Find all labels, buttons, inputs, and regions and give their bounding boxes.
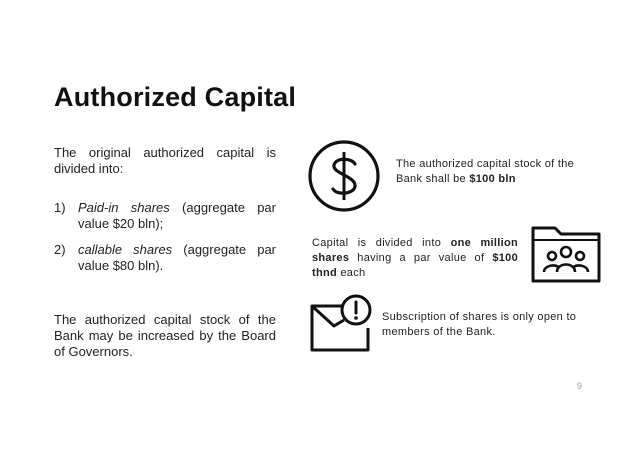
list-item-text: (aggregate par value $20 bln); (78, 200, 276, 231)
capital-division-note (312, 236, 518, 281)
list-number: 2) (54, 242, 66, 257)
subscription-note: Subscription of shares is only open to members of the Bank. (382, 311, 577, 338)
slide-title: Authorized Capital (54, 82, 297, 112)
list-item-emphasis: callable shares (78, 242, 173, 257)
authorized-stock-note (396, 157, 594, 187)
list-item-emphasis: Paid-in shares (78, 200, 170, 215)
intro-text: The original authorized capital is divided into: (54, 145, 276, 176)
note-emphasis: one million shares (312, 237, 519, 264)
note-text: each (337, 267, 366, 279)
share-types-list (54, 200, 276, 284)
note-emphasis: $100 thnd (312, 252, 518, 279)
envelope-alert-icon (308, 292, 376, 356)
note-text: Capital is divided into (312, 237, 451, 249)
note-text: having a par value of (349, 252, 493, 264)
note-emphasis: $100 bln (469, 173, 516, 185)
dollar-circle-icon (306, 138, 382, 214)
note-text: The authorized capital stock of the Bank shall be (396, 158, 575, 185)
list-item (54, 242, 276, 274)
folder-group-icon (530, 220, 602, 284)
list-item (54, 200, 276, 232)
outro-text: The authorized capital stock of the Bank may be increased by the Board of Governors. (54, 312, 276, 359)
page-number: 9 (577, 381, 583, 391)
list-number: 1) (54, 200, 66, 215)
list-item-text: (aggregate par value $80 bln). (78, 242, 276, 273)
